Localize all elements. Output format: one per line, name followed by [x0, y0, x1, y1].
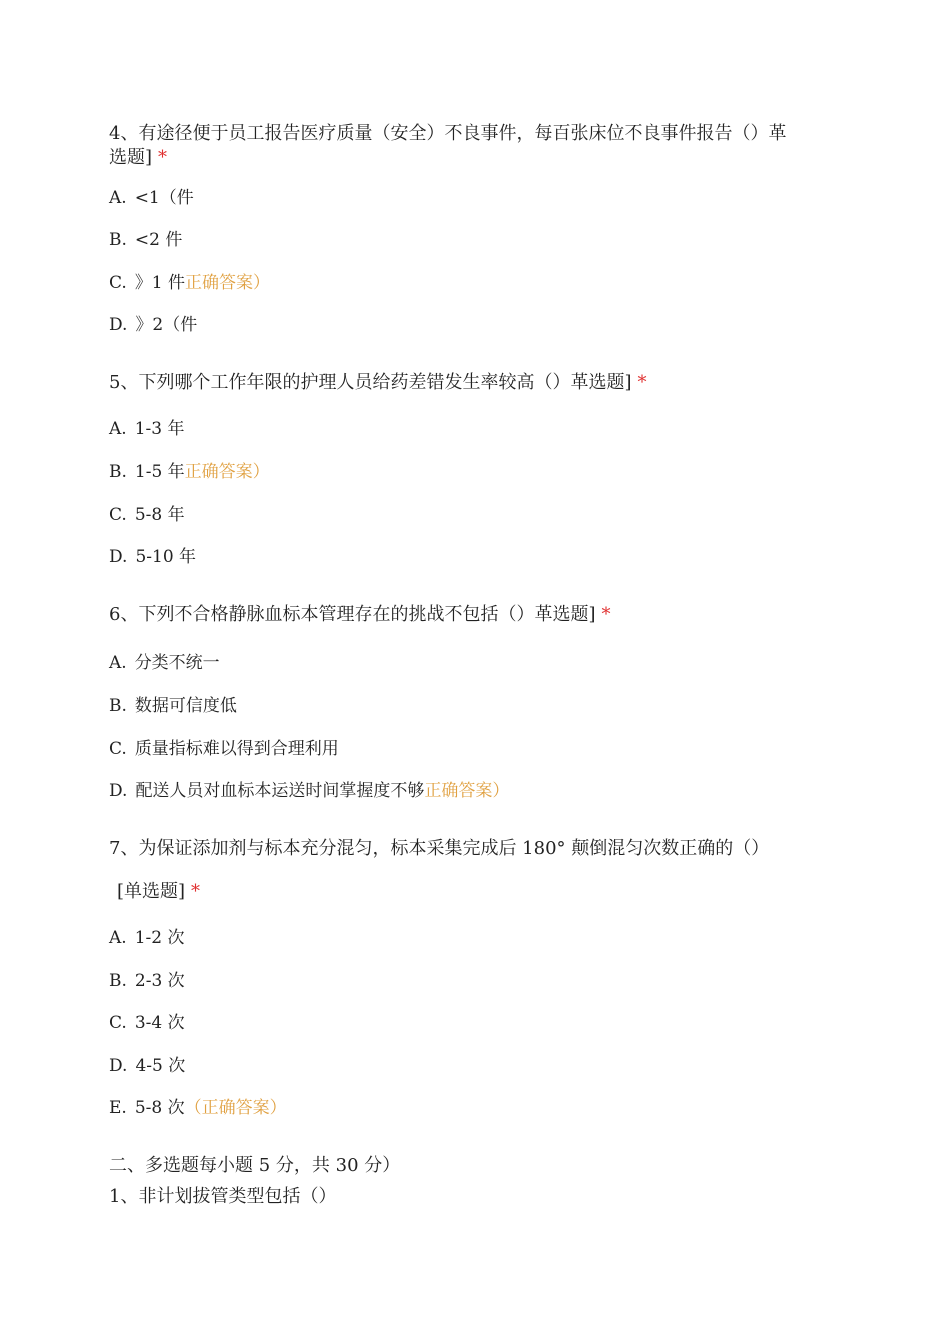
question-4-option-a: A. <1（件 [109, 188, 194, 208]
question-5-option-a: A. 1-3 年 [109, 419, 185, 439]
question-7-option-b: B. 2-3 次 [109, 971, 185, 991]
question-4-option-b: B. <2 件 [109, 230, 183, 250]
question-6-option-b: B. 数据可信度低 [109, 696, 237, 716]
question-5-option-c: C. 5-8 年 [109, 505, 185, 525]
required-star: * [601, 604, 611, 625]
required-star: * [191, 881, 201, 902]
question-7-option-d: D. 4-5 次 [109, 1056, 186, 1076]
correct-answer-mark: 正确答案） [184, 462, 270, 482]
question-7-option-c: C. 3-4 次 [109, 1013, 185, 1033]
question-6-option-a: A. 分类不统一 [109, 653, 220, 673]
required-star: * [637, 372, 647, 393]
question-7-option-a: A. 1-2 次 [109, 928, 185, 948]
question-7-title-cont: [单选题] * [117, 881, 201, 902]
question-7-title: 7、为保证添加剂与标本充分混匀，标本采集完成后 180° 颠倒混匀次数正确的（） [109, 838, 770, 859]
question-6-title: 6、下列不合格静脉血标本管理存在的挑战不包括（）革选题] * [109, 604, 611, 625]
question-5-title: 5、下列哪个工作年限的护理人员给药差错发生率较高（）革选题] * [109, 372, 647, 393]
question-4-option-c: C. 》1 件正确答案） [109, 273, 271, 293]
question-4-title: 4、有途径便于员工报告医疗质量（安全）不良事件，每百张床位不良事件报告（）革 [109, 123, 787, 144]
question-5-option-b: B. 1-5 年正确答案） [109, 462, 270, 482]
question-5-option-d: D. 5-10 年 [109, 547, 197, 567]
required-star: * [158, 147, 168, 168]
question-6-option-d: D. 配送人员对血标本运送时间掌握度不够正确答案） [109, 781, 510, 801]
question-4-option-d: D. 》2（件 [109, 315, 198, 335]
correct-answer-mark: 正确答案） [424, 781, 510, 801]
question-4-title-cont: 选题] * [109, 147, 168, 168]
correct-answer-mark: （正确答案） [184, 1098, 287, 1118]
section-heading: 二、多选题每小题 5 分，共 30 分） [109, 1155, 401, 1176]
correct-answer-mark: 正确答案） [185, 273, 271, 293]
next-question-title: 1、非计划拔管类型包括（） [109, 1186, 337, 1207]
question-7-option-e: E. 5-8 次（正确答案） [109, 1098, 287, 1118]
question-6-option-c: C. 质量指标难以得到合理利用 [109, 739, 339, 759]
